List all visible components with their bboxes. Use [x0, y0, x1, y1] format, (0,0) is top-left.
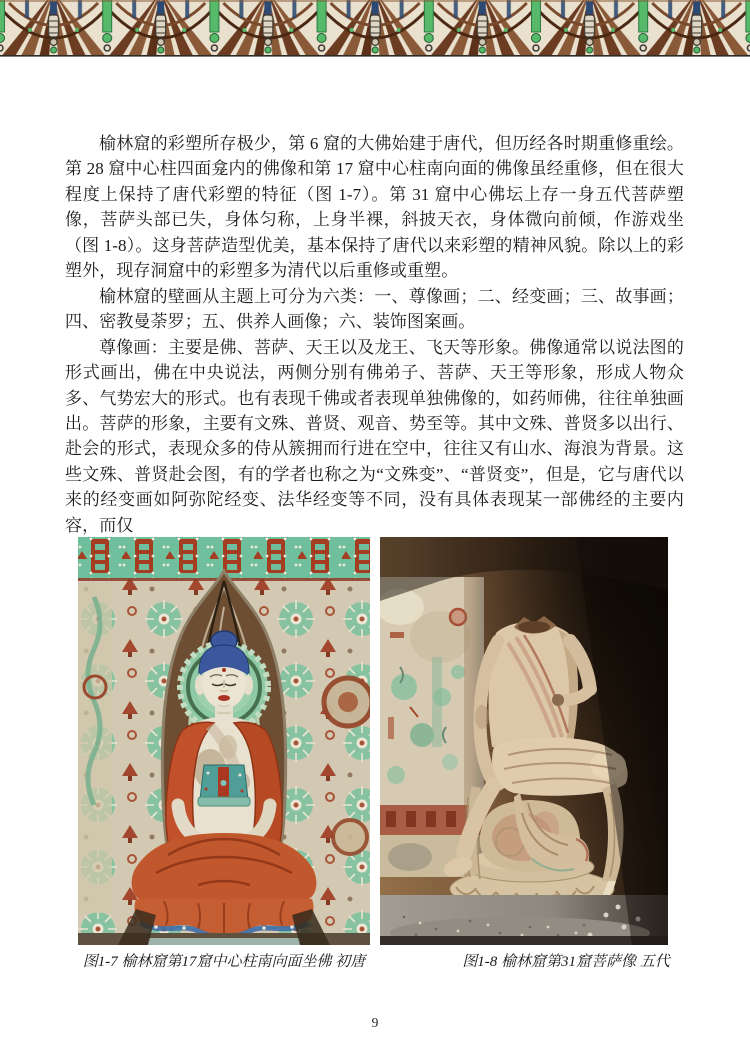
figure-1-7-caption: 图1-7 榆林窟第17窟中心柱南向面坐佛 初唐 [82, 954, 366, 970]
figure-1-8-photo [380, 537, 668, 945]
figure-1-7-photo [78, 537, 370, 945]
figure-1-8-caption: 图1-8 榆林窟第31窟菩萨像 五代 [462, 954, 670, 970]
paragraph-2: 榆林窟的壁画从主题上可分为六类：一、尊像画；二、经变画；三、故事画；四、密教曼荼罗；五、供养人画像；六、装饰图案画。 [65, 286, 684, 332]
body-text [65, 131, 684, 538]
page-number: 9 [371, 1015, 379, 1030]
mural-banner-image [0, 0, 750, 58]
paragraph-1: 榆林窟的彩塑所存极少，第 6 窟的大佛始建于唐代，但历经各时期重修重绘。第 28 窟中心柱四面龛内的佛像和第 17 窟中心柱南向面的佛像虽经重修，但在很大程度上保持了唐代彩塑的特征（图 1-7）。第 31 窟中心佛坛上存一身五代菩萨塑像，菩萨头部已失，身体匀称，上身半裸，斜披天衣，身体微向前倾，作游戏坐（图 1-8）。这身菩萨造型优美，基本保持了唐代以来彩塑的精神风貌。除以上的彩塑外，现存洞窟中的彩塑多为清代以后重修或重塑。 [65, 134, 684, 281]
paragraph-3: 尊像画：主要是佛、菩萨、天王以及龙王、飞天等形象。佛像通常以说法图的形式画出，佛在中央说法，两侧分别有佛弟子、菩萨、天王等形象，形成人物众多、气势宏大的形式。也有表现千佛或者表现单独佛像的，如药师佛，往往单独画出。菩萨的形象，主要有文殊、普贤、观音、势至等。其中文殊、普贤多以出行、赴会的形式，表现众多的侍从簇拥而行进在空中，往往又有山水、海浪为背景。这些文殊、普贤赴会图，有的学者也称之为“文殊变”、“普贤变”，但是，它与唐代以来的经变画如阿弥陀经变、法华经变等不同，没有具体表现某一部佛经的主要内容，而仅 [65, 337, 684, 535]
